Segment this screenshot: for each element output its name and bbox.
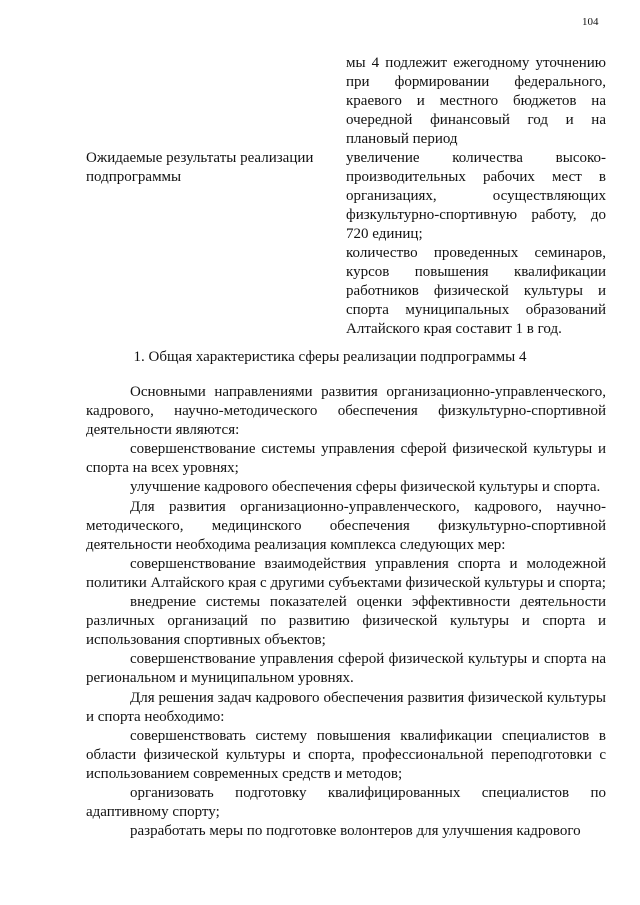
- paragraph: совершенствование системы управления сферой физической культуры и спорта на всех уровнях;: [86, 441, 606, 477]
- paragraph: разработать меры по подготовке волонтеров для улучшения кадрового: [130, 823, 581, 840]
- result-item: увеличение количества высоко-производительных рабочих мест в организациях, осуществляющих физкультурно-спортивную работу, до 720 единиц;: [346, 150, 606, 242]
- paragraph: совершенствовать систему повышения квалификации специалистов в области физической культуры и спорта, профессиональной переподготовки с использованием современных средств и методов;: [86, 727, 606, 782]
- result-item: количество проведенных семинаров, курсов повышения квалификации работников физической культуры и спорта муниципальных образований Алтайского края составит 1 в год.: [346, 245, 606, 337]
- paragraph: Для развития организационно-управленческого, кадрового, научно-методического, медицинского обеспечения физкультурно-спортивной деятельности необходима реализация комплекса следующих мер:: [86, 498, 606, 553]
- results-cell: [346, 149, 606, 339]
- table-row-continued: [346, 54, 606, 149]
- paragraph: совершенствование управления сферой физической культуры и спорта на региональном и муниципальном уровнях.: [86, 651, 606, 687]
- body-text: [86, 383, 606, 841]
- paragraph: Основными направлениями развития организационно-управленческого, кадрового, научно-методического обеспечения физкультурно-спортивной деятельности являются:: [86, 384, 606, 439]
- row-label: Ожидаемые результаты реализации подпрограммы: [86, 150, 314, 185]
- paragraph: организовать подготовку квалифицированных специалистов по адаптивному спорту;: [86, 784, 606, 821]
- page-number: 104: [582, 16, 599, 28]
- section-heading: 1. Общая характеристика сферы реализации подпрограммы 4: [133, 349, 527, 365]
- passport-table: [86, 54, 606, 339]
- paragraph: улучшение кадрового обеспечения сферы физической культуры и спорта.: [130, 479, 601, 496]
- paragraph: внедрение системы показателей оценки эффективности деятельности различных организаций по развитию физической культуры и спорта и использования спортивных объектов;: [86, 594, 606, 649]
- table-row-expected-results: [86, 149, 606, 339]
- paragraph: совершенствование взаимодействия управления спорта и молодежной политики Алтайского края с другими субъектами физической культуры и спорта;: [86, 555, 606, 591]
- paragraph: Для решения задач кадрового обеспечения развития физической культуры и спорта необходимо:: [86, 689, 606, 725]
- continued-cell-text: мы 4 подлежит ежегодному уточнению при формировании федерального, краевого и местного бюджетов на очередной финансовый год и на плановый период: [346, 55, 606, 147]
